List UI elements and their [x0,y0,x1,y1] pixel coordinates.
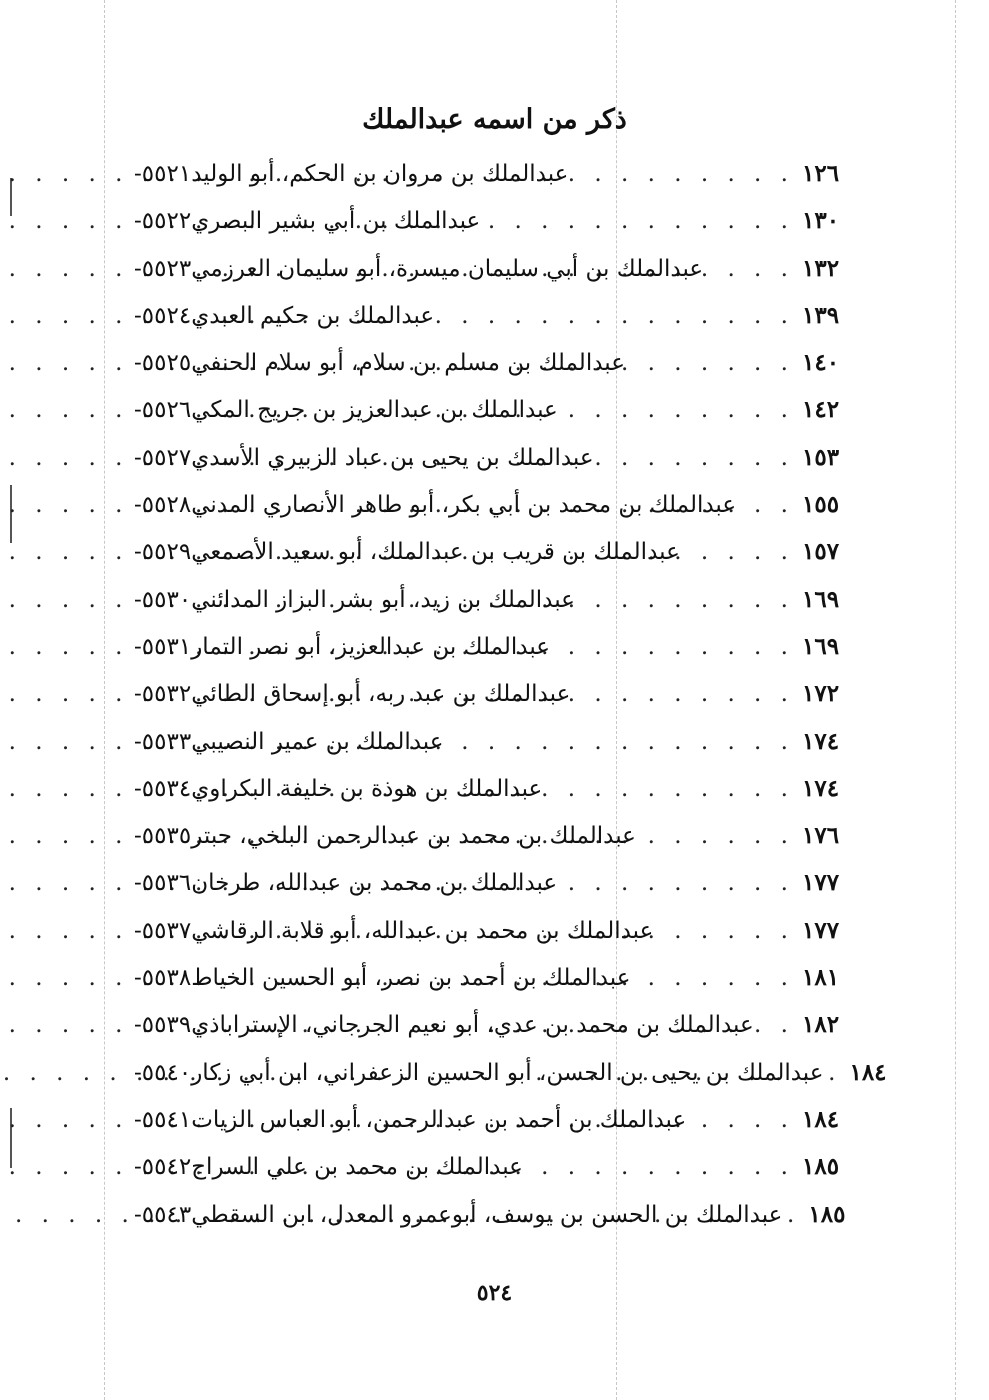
entry-page-number: ١٨٤ [849,1058,887,1086]
entry-number: ٥٥٣٨- [134,965,192,992]
entry-page-number: ١٨٥ [808,1200,846,1228]
dot-leader [442,293,794,340]
toc-entry [128,1143,844,1190]
toc-entry [128,386,844,433]
dot-leader [566,387,794,434]
toc-entry [128,339,844,386]
entry-title: عبدالملك بن محمد بن عبدالرحمن البلخي، حبتر [191,823,636,850]
entry-title: عبدالملك بن محمد بن عدي، أبو نعيم الجرجاني، الإستراباذي [191,1012,754,1039]
entry-number: ٥٥٤٣- [134,1201,192,1228]
dot-leader [451,719,794,766]
entry-page-number: ١٤٢ [802,396,840,424]
entry-title: عبدالملك بن حكيم العبدي [191,302,435,329]
entry-title: عبدالملك بن هوذة بن خليفة البكراوي [191,775,543,802]
dot-leader [578,671,794,718]
entry-page-number: ١٧٤ [802,774,840,802]
entry-title: عبدالملك بن أبي بشير البصري [191,208,481,235]
dot-leader [711,246,794,293]
entry-page-number: ١٤٠ [802,349,840,377]
entry-number: ٥٥٢٧- [134,444,192,471]
entry-title: عبدالملك بن عمير النصيبي [191,728,444,755]
entry-page-number: ١٣٩ [802,301,840,329]
section-heading: ذكر من اسمه عبدالملك [362,104,627,135]
entry-page-number: ١٨٢ [802,1011,840,1039]
toc-entry [128,859,844,906]
toc-entry [128,197,844,244]
entry-title: عبدالملك بن يحيى بن عباد الزبيري الأسدي [191,444,594,471]
dot-leader [790,1192,800,1239]
dot-leader [558,624,794,671]
dot-leader [531,1144,794,1191]
entry-title: عبدالملك بن زيد، أبو بشر البزاز المدائني [191,586,575,613]
entry-number: ٥٥٤٢- [134,1154,192,1181]
entry-title: عبدالملك بن قريب بن عبدالملك، أبو سعيد الأصمعي [191,539,680,566]
entry-number: ٥٥٤١- [134,1106,192,1133]
toc-entry [128,1096,844,1143]
table-of-contents [128,150,887,1238]
entry-page-number: ١٨١ [802,964,840,992]
dot-leader [488,198,794,245]
entry-page-number: ١٧٤ [802,727,840,755]
dot-leader [565,860,794,907]
page-number: ٥٢٤ [476,1280,513,1306]
dot-leader [744,482,794,529]
entry-page-number: ١٧٦ [802,822,840,850]
toc-entry [128,670,844,717]
entry-number: ٥٥٢٩- [134,539,192,566]
entry-number: ٥٥٣٠- [134,586,192,613]
dot-leader [583,577,794,624]
toc-entry [128,481,844,528]
entry-page-number: ١٥٧ [802,538,840,566]
entry-page-number: ١٧٧ [802,916,840,944]
entry-number: ٥٥٣٧- [134,917,192,944]
entry-number: ٥٥٢٢- [134,208,192,235]
dot-leader [644,813,794,860]
toc-entry [128,907,844,954]
entry-number: ٥٥٢٣- [134,255,192,282]
dot-leader [661,908,794,955]
entry-number: ٥٥٣٦- [134,870,192,897]
entry-number: ٥٥٢٤- [134,302,192,329]
entry-page-number: ١٧٢ [802,680,840,708]
entry-number: ٥٥٣٣- [134,728,192,755]
toc-entry [128,528,844,575]
entry-page-number: ١٣٢ [802,254,840,282]
entry-number: ٥٥٣١- [134,633,192,660]
entry-number: ٥٥٢٨- [134,492,192,519]
toc-entry [128,245,844,292]
toc-entry [128,812,844,859]
entry-title: عبدالملك بن عبد ربه، أبو إسحاق الطائي [191,681,571,708]
dot-leader [762,1002,794,1049]
toc-entry [128,1001,844,1048]
entry-number: ٥٥٢٦- [134,397,192,424]
dot-leader [633,340,794,387]
dot-leader [638,955,794,1002]
dot-leader [694,1097,794,1144]
entry-number: ٥٥٣٢- [134,681,192,708]
entry-page-number: ١٥٥ [802,491,840,519]
entry-page-number: ١٥٣ [802,443,840,471]
entry-number: ٥٥٤٠- [134,1059,192,1086]
entry-title: عبدالملك بن محمد بن علي السراج [191,1154,523,1181]
entry-page-number: ١٦٩ [802,585,840,613]
entry-number: ٥٥٣٥- [134,823,192,850]
entry-title: عبدالملك بن أحمد بن عبدالرحمن، أبو العباس الزيات [191,1106,687,1133]
toc-entry [128,623,844,670]
entry-number: ٥٥٣٤- [134,775,192,802]
entry-page-number: ١٧٧ [802,869,840,897]
toc-entry [128,150,844,197]
dot-leader [688,529,794,576]
toc-entry [128,576,844,623]
entry-title: عبدالملك بن مسلم بن سلام، أبو سلام الحنفي [191,350,625,377]
entry-title: عبدالملك بن أحمد بن نصر، أبو الحسين الخياط [191,965,631,992]
toc-entry [128,954,844,1001]
entry-number: ٥٥٣٩- [134,1012,192,1039]
entry-page-number: ١٨٥ [802,1153,840,1181]
scan-artifact-line [955,0,956,1400]
toc-entry [128,1191,844,1238]
dot-leader [576,151,794,198]
entry-page-number: ١٨٤ [802,1105,840,1133]
entry-number: ٥٥٢١- [134,161,192,187]
toc-entry [128,765,844,812]
entry-title: عبدالملك بن محمد بن أبي بكر، أبو طاهر الأنصاري المدني [191,492,737,519]
entry-title: عبدالملك بن مروان بن الحكم، أبو الوليد [191,161,569,187]
dot-leader [550,766,794,813]
entry-page-number: ١٢٦ [802,160,840,187]
toc-entry [128,1049,887,1096]
entry-page-number: ١٣٠ [802,207,840,235]
toc-entry [128,292,844,339]
entry-title: عبدالملك بن يحيى بن الحسن، أبو الحسين الزعفراني، ابن أبي زكار [191,1059,824,1086]
entry-title: عبدالملك بن أبي سليمان ميسرة، أبو سليمان العرزمي [191,255,704,282]
toc-entry [128,718,844,765]
entry-title: عبدالملك بن الحسن بن يوسف، أبوعمرو المعدل، ابن السقطي [191,1201,783,1228]
entry-number: ٥٥٢٥- [134,350,192,377]
dot-leader [602,435,794,482]
entry-title: عبدالملك بن محمد بن عبدالله، أبو قلابة الرقاشي [191,917,654,944]
dot-leader [831,1050,841,1097]
entry-title: عبدالملك بن عبدالعزيز، أبو نصر التمار [191,633,550,660]
toc-entry [128,434,844,481]
entry-title: عبدالملك بن محمد بن عبدالله، طرخان [191,870,558,897]
entry-page-number: ١٦٩ [802,632,840,660]
entry-title: عبدالملك بن عبدالعزيز بن جريج المكي [191,397,558,424]
